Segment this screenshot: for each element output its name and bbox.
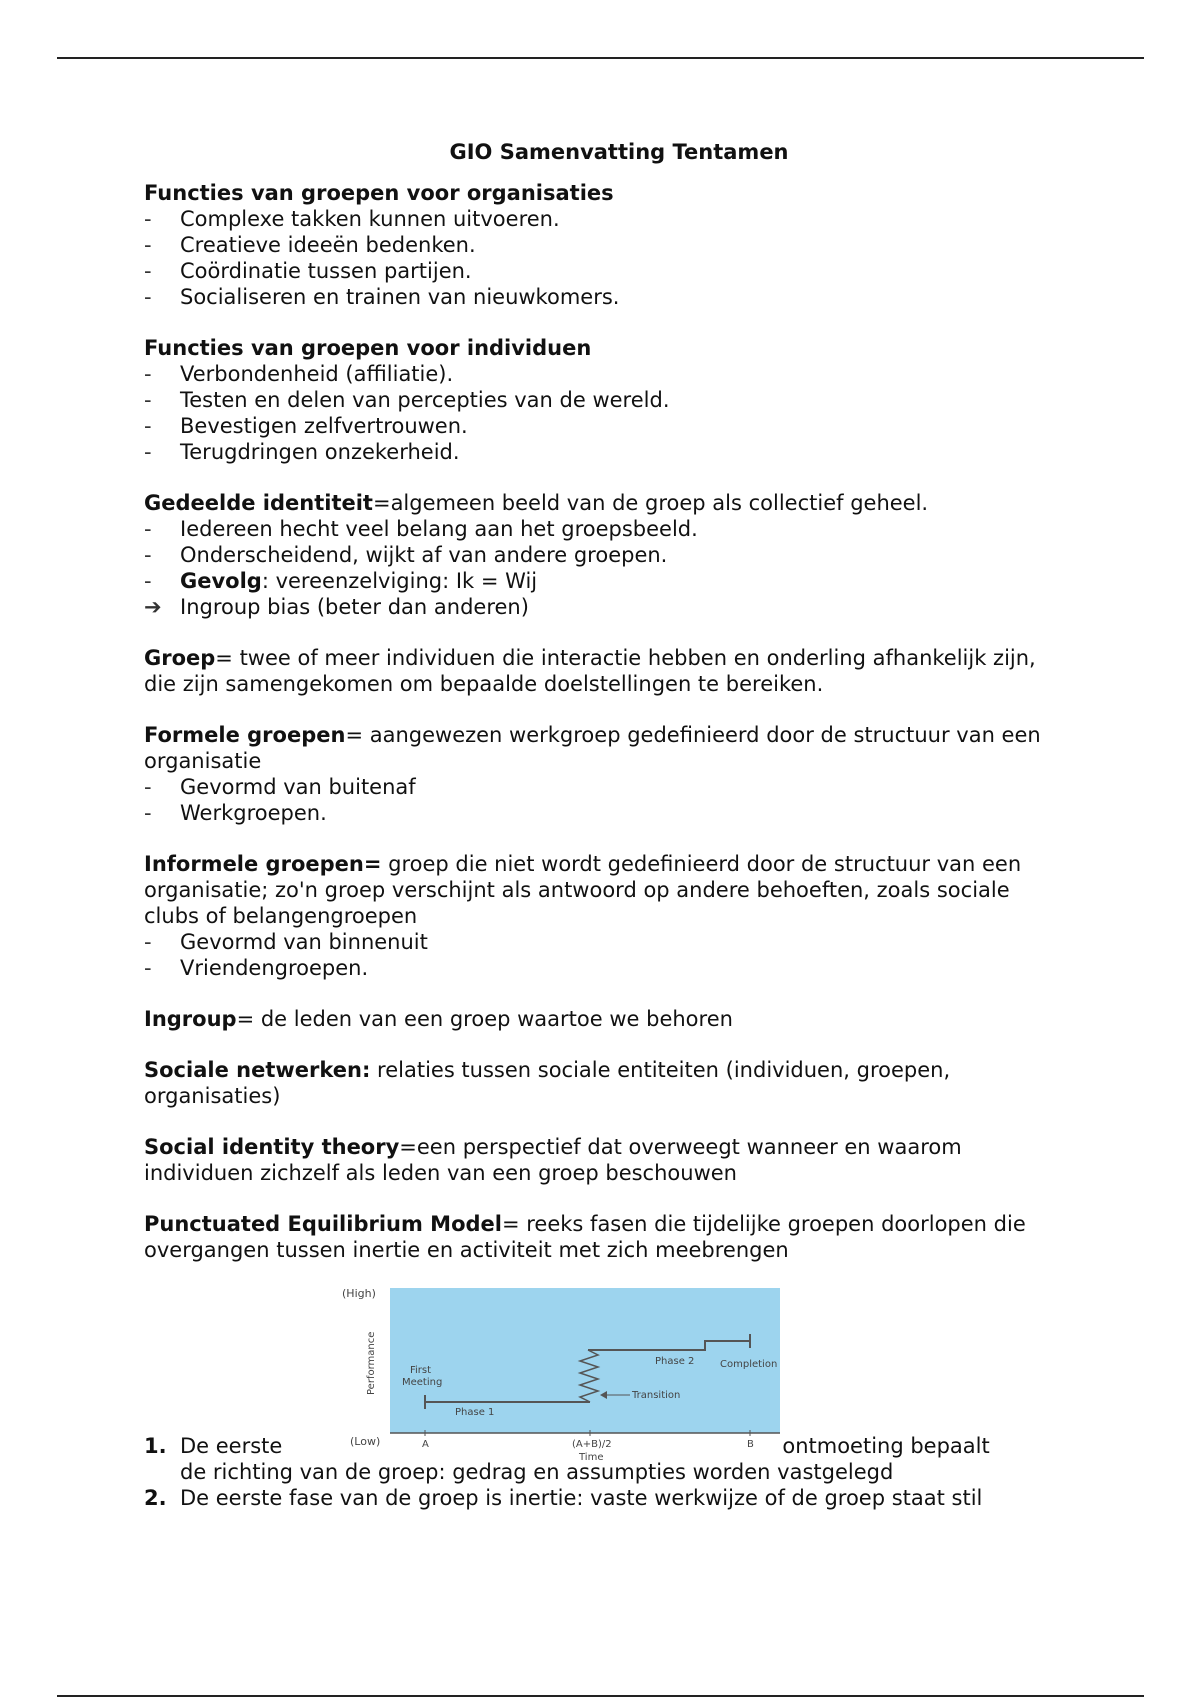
list-item: - Verbondenheid (affiliatie).: [144, 362, 454, 386]
tick-b-label: B: [747, 1439, 754, 1450]
phase1-label: Phase 1: [455, 1407, 495, 1418]
definition-paragraph: [144, 1134, 1064, 1186]
section-informele-groepen: [144, 851, 1064, 981]
list-item: - Socialiseren en trainen van nieuwkomers.: [144, 285, 620, 309]
section-ingroup: [144, 1006, 1064, 1032]
numbered-list: [144, 1433, 1064, 1511]
first-meeting-label-2: Meeting: [402, 1377, 443, 1388]
section-punctuated-equilibrium: [144, 1211, 1064, 1263]
section-functies-organisaties: [144, 180, 1064, 310]
numbered-item: 2. De eerste fase van de groep is inertie: vaste werkwijze of de groep staat stil: [144, 1486, 983, 1510]
x-axis-label: Time: [579, 1452, 604, 1463]
list-item: - Gevormd van buitenaf: [144, 775, 416, 799]
bullet-list: [144, 361, 1064, 465]
term: Social identity theory: [144, 1135, 400, 1159]
definition-text: = twee of meer individuen die interactie hebben en onderling afhankelijk zijn, die zijn samengekomen om bepaalde doelstellingen te bereiken.: [144, 646, 1036, 696]
item-number: 2.: [144, 1486, 167, 1510]
document-body: [144, 139, 1064, 1511]
list-item: - Gevormd van binnenuit: [144, 930, 428, 954]
list-item: - Testen en delen van percepties van de wereld.: [144, 388, 670, 412]
bullet-list: [144, 929, 1064, 981]
definition-text: groep die niet wordt gedefinieerd door de structuur van een organisatie; zo'n groep verschijnt als antwoord op andere behoeften, zoals sociale clubs of belangengroepen: [144, 852, 1022, 928]
section-social-identity-theory: [144, 1134, 1064, 1186]
transition-label: Transition: [632, 1390, 681, 1401]
definition-text: = reeks fasen die tijdelijke groepen doorlopen die overgangen tussen inertie en activiteit met zich meebrengen: [144, 1212, 1026, 1262]
term: Punctuated Equilibrium Model: [144, 1212, 502, 1236]
list-item: - Werkgroepen.: [144, 801, 327, 825]
definition-text: = de leden van een groep waartoe we behoren: [236, 1007, 733, 1031]
item-number: 1.: [144, 1434, 167, 1458]
definition-paragraph: [144, 645, 1064, 697]
tick-a-label: A: [422, 1439, 429, 1450]
section-functies-individuen: [144, 335, 1064, 465]
first-meeting-label-1: First: [410, 1365, 432, 1376]
definition-paragraph: [144, 851, 1064, 929]
phase2-label: Phase 2: [655, 1356, 695, 1367]
completion-label: Completion: [720, 1359, 778, 1370]
term: Sociale netwerken:: [144, 1058, 371, 1082]
y-axis-label: Performance: [366, 1331, 377, 1395]
bottom-rule: [57, 1695, 1144, 1697]
section-heading: Functies van groepen voor individuen: [144, 336, 592, 360]
section-heading: Functies van groepen voor organisaties: [144, 181, 614, 205]
list-item: - Creatieve ideeën bedenken.: [144, 233, 476, 257]
y-low-label: (Low): [350, 1435, 381, 1448]
list-item: - Complexe takken kunnen uitvoeren.: [144, 207, 560, 231]
section-gedeelde-identiteit: [144, 490, 1064, 620]
definition-paragraph: [144, 1006, 1064, 1032]
definition-text: =een perspectief dat overweegt wanneer en waarom individuen zichzelf als leden van een groep beschouwen: [144, 1135, 962, 1185]
definition-paragraph: [144, 722, 1064, 774]
bullet-list: [144, 774, 1064, 826]
list-item: - Iedereen hecht veel belang aan het groepsbeeld.: [144, 517, 698, 541]
term: Informele groepen=: [144, 852, 382, 876]
list-item: - Onderscheidend, wijkt af van andere groepen.: [144, 543, 668, 567]
section-sociale-netwerken: [144, 1057, 1064, 1109]
definition-paragraph: [144, 1057, 1064, 1109]
list-item: - Vriendengroepen.: [144, 956, 369, 980]
top-rule: [57, 57, 1144, 59]
arrow-item: ➔ Ingroup bias (beter dan anderen): [144, 595, 529, 619]
arrow-icon: ➔: [144, 595, 162, 619]
definition-text: = aangewezen werkgroep gedefinieerd door de structuur van een organisatie: [144, 723, 1041, 773]
bullet-list: [144, 206, 1064, 310]
numbered-item: 1. De eerste ontmoeting bepaalt de richting van de groep: gedrag en assumpties worden vastgelegd: [144, 1434, 990, 1484]
document-title: GIO Samenvatting Tentamen: [449, 140, 789, 164]
section-formele-groepen: [144, 722, 1064, 826]
list-item: - Terugdringen onzekerheid.: [144, 440, 460, 464]
tick-mid-label: (A+B)/2: [572, 1439, 612, 1450]
definition-paragraph: [144, 1211, 1064, 1263]
list-item: - Gevolg: vereenzelviging: Ik = Wij: [144, 569, 538, 593]
term: Formele groepen: [144, 723, 346, 747]
term: Ingroup: [144, 1007, 237, 1031]
term: Groep: [144, 646, 216, 670]
section-groep: [144, 645, 1064, 697]
bullet-list: [144, 516, 1064, 620]
definition-text: =algemeen beeld van de groep als collectief geheel.: [372, 491, 929, 515]
definition-paragraph: [144, 490, 1064, 516]
list-item: - Coördinatie tussen partijen.: [144, 259, 472, 283]
definition-text: relaties tussen sociale entiteiten (individuen, groepen, organisaties): [144, 1058, 951, 1108]
list-item: - Bevestigen zelfvertrouwen.: [144, 414, 468, 438]
term: Gedeelde identiteit: [144, 491, 373, 515]
y-high-label: (High): [342, 1287, 376, 1300]
